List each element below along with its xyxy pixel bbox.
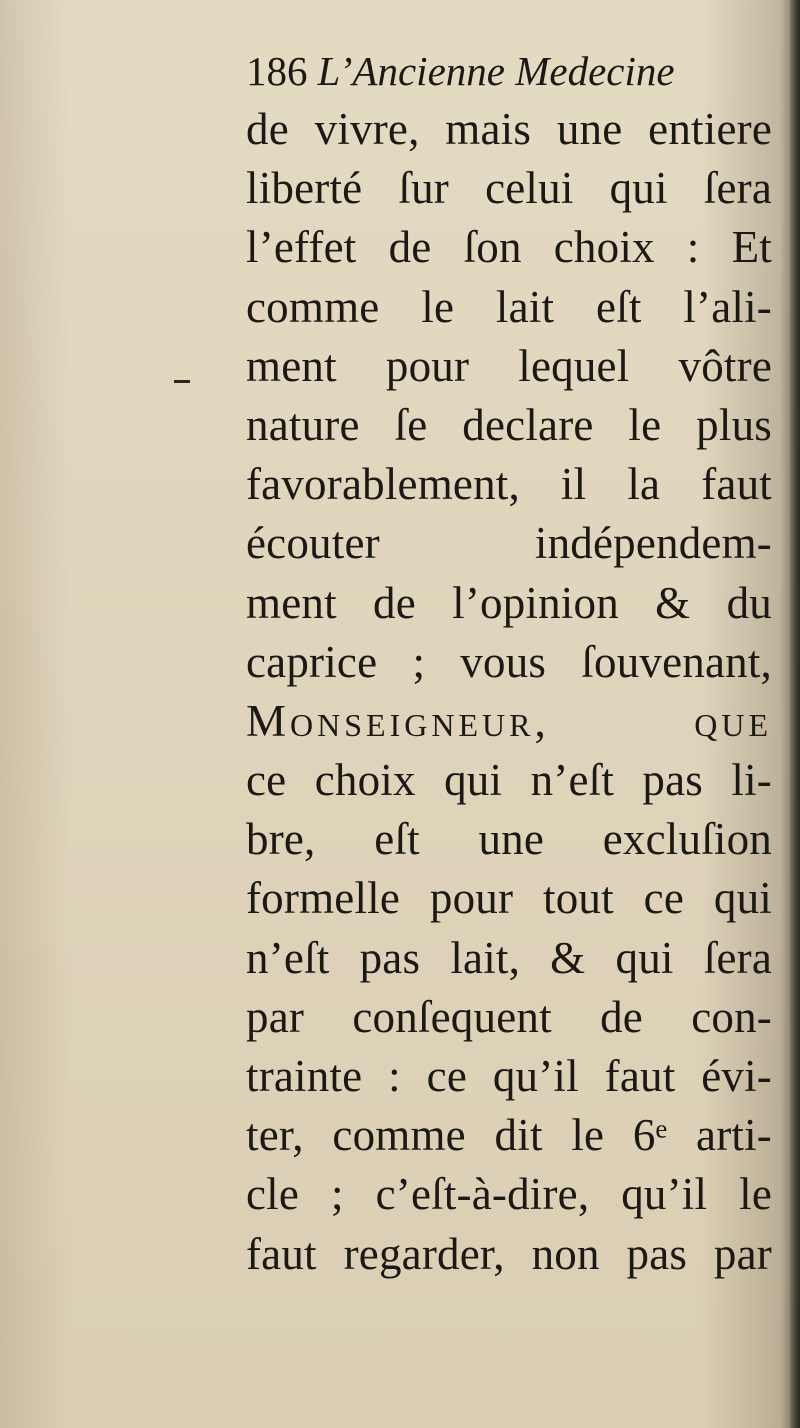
page-number: 186 — [246, 48, 308, 94]
text-line: de vivre, mais une entiere — [246, 104, 772, 154]
text-line: écouter indépendem- — [246, 518, 772, 569]
text-line: liberté ſur celui qui ſera — [246, 163, 772, 214]
text-line: ce choix qui n’eſt pas li- — [246, 755, 772, 806]
text-line: bre, eſt une excluſion — [246, 814, 772, 865]
text-line: trainte : ce qu’il faut évi- — [246, 1051, 772, 1101]
page-edge-shadow — [790, 0, 800, 1428]
text-line: comme le lait eſt l’ali- — [246, 281, 772, 332]
text-line: n’eſt pas lait, & qui ſera — [246, 932, 772, 983]
text-line: caprice ; vous ſouvenant, — [246, 636, 772, 687]
margin-mark — [174, 380, 190, 383]
running-title: L’Ancienne Medecine — [317, 48, 675, 94]
text-line: faut regarder, non pas par — [246, 1228, 772, 1279]
text-line: par conſequent de con- — [246, 991, 772, 1042]
text-line: nature ſe declare le plus — [246, 399, 772, 450]
text-line: ment pour lequel vôtre — [246, 340, 772, 391]
text-line: l’effet de ſon choix : Et — [246, 222, 772, 273]
text-line: Monseigneur, que — [246, 695, 772, 746]
text-line: ter, comme dit le 6ᵉ arti- — [246, 1110, 772, 1161]
page-header — [246, 40, 776, 102]
text-line: favorablement, il la faut — [246, 459, 772, 510]
body-text — [246, 100, 772, 1284]
text-line: ment de l’opinion & du — [246, 577, 772, 628]
text-line: formelle pour tout ce qui — [246, 873, 772, 924]
text-line: cle ; c’eſt-à-dire, qu’il le — [246, 1169, 772, 1220]
